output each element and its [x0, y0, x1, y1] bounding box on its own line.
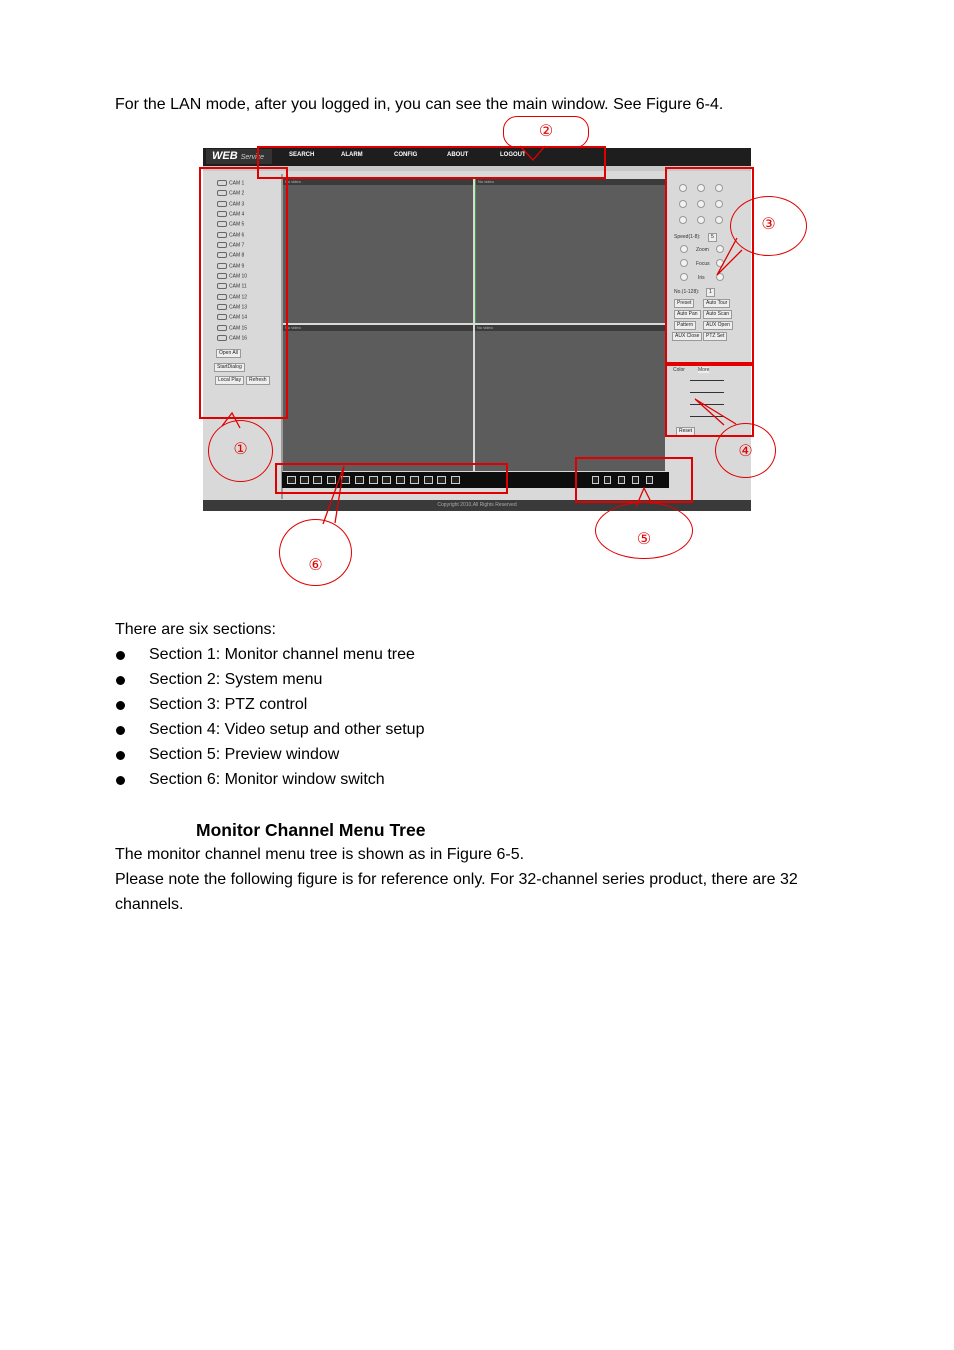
- video-label: No video: [285, 179, 301, 184]
- video-label: No video: [478, 179, 494, 184]
- reset-button[interactable]: Reset: [676, 427, 695, 436]
- channel-item[interactable]: CAM 5: [217, 221, 244, 227]
- callout-6: ⑥: [279, 519, 352, 586]
- menu-alarm[interactable]: ALARM: [341, 152, 363, 158]
- channel-item[interactable]: CAM 7: [217, 242, 244, 248]
- speed-label: Speed(1-8):: [674, 234, 701, 240]
- channel-item[interactable]: CAM 8: [217, 252, 244, 258]
- paragraph: channels.: [115, 896, 184, 913]
- bullet-icon: [116, 751, 125, 760]
- channel-item[interactable]: CAM 6: [217, 232, 244, 238]
- channel-item[interactable]: CAM 9: [217, 263, 244, 269]
- focus-label: Focus: [696, 261, 710, 267]
- menu-search[interactable]: SEARCH: [289, 152, 315, 158]
- video-label: No video: [477, 325, 493, 330]
- number-label: No.(1-128):: [674, 289, 700, 295]
- pointer-4: [695, 399, 736, 425]
- intro-text: For the LAN mode, after you logged in, you can see the main window. See Figure 6-4.: [115, 96, 724, 113]
- section-heading: Monitor Channel Menu Tree: [196, 820, 426, 840]
- channel-item[interactable]: CAM 2: [217, 190, 244, 196]
- paragraph: The monitor channel menu tree is shown as in Figure 6-5.: [115, 846, 525, 863]
- channel-item[interactable]: CAM 14: [217, 314, 247, 320]
- callout-2: ②: [503, 116, 589, 148]
- channel-item[interactable]: CAM 16: [217, 335, 247, 341]
- menu-logout[interactable]: LOGOUT: [500, 152, 526, 158]
- paragraph: Please note the following figure is for reference only. For 32-channel series product, there are 32: [115, 871, 798, 888]
- copyright-footer: Copyright 2010,All Rights Reserved: [203, 500, 751, 511]
- ptz-set-button[interactable]: PTZ Set: [703, 332, 727, 341]
- bullet-icon: [116, 651, 125, 660]
- channel-item[interactable]: CAM 11: [217, 283, 247, 289]
- refresh-button[interactable]: Refresh: [246, 376, 270, 385]
- iris-label: Iris: [698, 275, 705, 281]
- callout-5: ⑤: [595, 502, 693, 559]
- open-all-select[interactable]: Open All: [216, 349, 241, 358]
- tab-more[interactable]: More: [698, 367, 710, 373]
- aux-close-button[interactable]: AUX Close: [672, 332, 702, 341]
- channel-item[interactable]: CAM 1: [217, 180, 244, 186]
- channel-item[interactable]: CAM 3: [217, 201, 244, 207]
- channel-item[interactable]: CAM 13: [217, 304, 247, 310]
- tab-color[interactable]: Color: [673, 367, 685, 373]
- video-label: No video: [285, 325, 301, 330]
- bullet-icon: [116, 776, 125, 785]
- callout-3: ③: [730, 196, 807, 256]
- auto-pan-button[interactable]: Auto Pan: [674, 310, 701, 319]
- auto-tour-button[interactable]: Auto Tour: [703, 299, 730, 308]
- pointer-2: [520, 146, 545, 160]
- channel-item[interactable]: CAM 4: [217, 211, 244, 217]
- web-logo: WEB Service: [206, 149, 272, 164]
- bullet-icon: [116, 676, 125, 685]
- pointer-6: [323, 466, 344, 524]
- callout-4: ④: [715, 423, 776, 478]
- menu-about[interactable]: ABOUT: [447, 152, 469, 158]
- aux-open-button[interactable]: AUX Open: [703, 321, 733, 330]
- channel-item[interactable]: CAM 15: [217, 325, 247, 331]
- menu-config[interactable]: CONFIG: [394, 152, 418, 158]
- local-play-button[interactable]: Local Play: [215, 376, 244, 385]
- channel-item[interactable]: CAM 12: [217, 294, 247, 300]
- bullet-icon: [116, 726, 125, 735]
- pattern-button[interactable]: Pattern: [674, 321, 696, 330]
- sections-intro: There are six sections:: [115, 621, 276, 638]
- bullet-icon: [116, 701, 125, 710]
- preset-button[interactable]: Preset: [674, 299, 694, 308]
- channel-item[interactable]: CAM 10: [217, 273, 247, 279]
- zoom-label: Zoom: [696, 247, 709, 253]
- speed-select[interactable]: 5: [708, 233, 717, 242]
- start-dialog-select[interactable]: StartDialog: [214, 363, 245, 372]
- auto-scan-button[interactable]: Auto Scan: [703, 310, 732, 319]
- callout-1: ①: [208, 420, 273, 482]
- number-input[interactable]: 1: [706, 288, 715, 297]
